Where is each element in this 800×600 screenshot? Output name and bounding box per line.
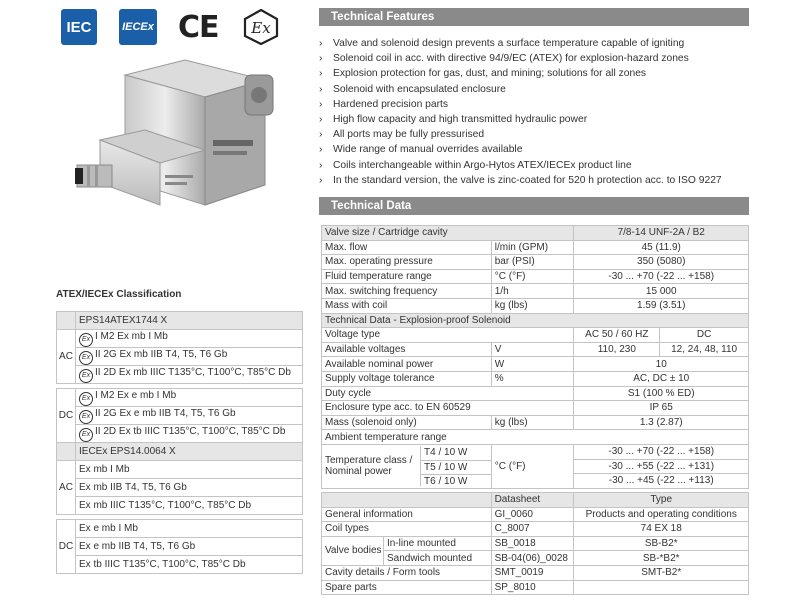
features-list xyxy=(319,36,722,188)
chevron-right-icon: › xyxy=(319,83,323,95)
ex-icon: Ex xyxy=(79,428,93,442)
table-row: Ex mb IIIC T135°C, T100°C, T85°C Db xyxy=(57,497,303,515)
technical-data-header: Technical Data xyxy=(319,197,749,215)
table-row: -30 ... +45 (-22 ... +113) xyxy=(322,474,749,489)
list-item: › High flow capacity and high transmitted hydraulic power xyxy=(319,112,722,127)
list-item: › In the standard version, the valve is zinc-coated for 520 h protection acc. to ISO 9227 xyxy=(319,173,722,188)
table-row: Available nominal power W 10 xyxy=(322,357,749,372)
table-row: Datasheet Type xyxy=(322,493,749,508)
classification-title: ATEX/IECEx Classification xyxy=(56,289,182,300)
table-row: -30 ... +55 (-22 ... +131) xyxy=(322,459,749,474)
chevron-right-icon: › xyxy=(319,144,323,156)
table-row: AC Ex mb I Mb xyxy=(57,461,303,479)
ex-icon: Ex xyxy=(79,351,93,365)
table-row: Max. switching frequency 1/h 15 000 xyxy=(322,284,749,299)
table-row: Max. operating pressure bar (PSI) 350 (5080) xyxy=(322,255,749,270)
iecex-logo: IECEx xyxy=(119,9,157,45)
chevron-right-icon: › xyxy=(319,113,323,125)
chevron-right-icon: › xyxy=(319,159,323,171)
ex-icon: Ex xyxy=(79,392,93,406)
table-row: Spare parts SP_8010 xyxy=(322,580,749,595)
list-item: › Hardened precision parts xyxy=(319,97,722,112)
ex-icon: Ex xyxy=(79,369,93,383)
atex-cert-number: EPS14ATEX1744 X xyxy=(76,312,303,330)
table-row: Enclosure type acc. to EN 60529 IP 65 xyxy=(322,401,749,416)
table-row: Mass (solenoid only) kg (lbs) 1.3 (2.87) xyxy=(322,415,749,430)
iecex-cert-number: IECEx EPS14.0064 X xyxy=(76,443,303,461)
table-row: Fluid temperature range °C (°F) -30 ... +70 (-22 ... +158) xyxy=(322,269,749,284)
group-label: AC xyxy=(57,461,76,515)
table-row: Supply voltage tolerance % AC, DC ± 10 xyxy=(322,371,749,386)
table-row: Ambient temperature range xyxy=(322,430,749,445)
list-item: › All ports may be fully pressurised xyxy=(319,127,722,142)
table-row xyxy=(57,443,303,461)
chevron-right-icon: › xyxy=(319,38,323,49)
iec-logo: IEC xyxy=(61,9,97,45)
table-row: Technical Data - Explosion-proof Solenoid xyxy=(322,313,749,328)
table-row: Valve size / Cartridge cavity 7/8-14 UNF-2A / B2 xyxy=(322,226,749,241)
datasheet-table xyxy=(321,492,749,595)
table-row: General information GI_0060 Products and operating conditions xyxy=(322,507,749,522)
technical-features-header: Technical Features xyxy=(319,8,749,26)
table-row: Duty cycle S1 (100 % ED) xyxy=(322,386,749,401)
table-row: Voltage type AC 50 / 60 HZ DC xyxy=(322,328,749,343)
table-row: Valve bodies In-line mounted SB_0018 SB-B2* xyxy=(322,536,749,551)
ex-hexagon-logo xyxy=(243,9,279,50)
table-row: Temperature class / Nominal power T4 / 10 W T5 / 10 W T6 / 10 W °C (°F) -30 ... +70 (-22 ... +158) xyxy=(322,444,749,459)
ce-mark-logo: CE xyxy=(178,10,219,45)
classification-table xyxy=(56,311,303,574)
table-row: Ex tb IIIC T135°C, T100°C, T85°C Db xyxy=(57,556,303,574)
table-row: Ex II 2G Ex mb IIB T4, T5, T6 Gb xyxy=(57,348,303,366)
table-row: Cavity details / Form tools SMT_0019 SMT-B2* xyxy=(322,565,749,580)
table-row: Ex II 2D Ex tb IIIC T135°C, T100°C, T85°C Db xyxy=(57,425,303,443)
ex-icon: Ex xyxy=(79,333,93,347)
list-item: › Solenoid coil in acc. with directive 94/9/EC (ATEX) for explosion-hazard zones xyxy=(319,51,722,66)
table-row: DC Ex I M2 Ex e mb I Mb xyxy=(57,389,303,407)
ex-icon: Ex xyxy=(79,410,93,424)
table-row: Ex II 2G Ex e mb IIB T4, T5, T6 Gb xyxy=(57,407,303,425)
chevron-right-icon: › xyxy=(319,53,323,65)
valve-product-image xyxy=(75,55,285,225)
group-label: DC xyxy=(57,389,76,443)
list-item: › Valve and solenoid design prevents a surface temperature capable of igniting xyxy=(319,36,722,51)
chevron-right-icon: › xyxy=(319,129,323,141)
list-item: › Explosion protection for gas, dust, and mining; solutions for all zones xyxy=(319,66,722,81)
table-row: Sandwich mounted SB-04(06)_0028 SB-*B2* xyxy=(322,551,749,566)
chevron-right-icon: › xyxy=(319,68,323,80)
group-label: DC xyxy=(57,520,76,574)
table-row: Ex II 2D Ex mb IIIC T135°C, T100°C, T85°C Db xyxy=(57,366,303,384)
table-row: Ex mb IIB T4, T5, T6 Gb xyxy=(57,479,303,497)
group-label: AC xyxy=(57,330,76,384)
table-row: Mass with coil kg (lbs) 1.59 (3.51) xyxy=(322,298,749,313)
table-row: Ex e mb IIB T4, T5, T6 Gb xyxy=(57,538,303,556)
chevron-right-icon: › xyxy=(319,174,323,186)
table-row: DC Ex e mb I Mb xyxy=(57,520,303,538)
table-row: Available voltages V 110, 230 12, 24, 48, 110 xyxy=(322,342,749,357)
technical-data-table xyxy=(321,225,749,489)
svg-text:Ex: Ex xyxy=(251,19,271,37)
table-row: Max. flow l/min (GPM) 45 (11.9) xyxy=(322,240,749,255)
list-item: › Wide range of manual overrides available xyxy=(319,142,722,157)
table-row: AC Ex I M2 Ex mb I Mb xyxy=(57,330,303,348)
chevron-right-icon: › xyxy=(319,98,323,110)
list-item: › Coils interchangeable within Argo-Hytos ATEX/IECEx product line xyxy=(319,158,722,173)
list-item: › Solenoid with encapsulated enclosure xyxy=(319,82,722,97)
table-row xyxy=(57,312,303,330)
table-row: Coil types C_8007 74 EX 18 xyxy=(322,522,749,537)
